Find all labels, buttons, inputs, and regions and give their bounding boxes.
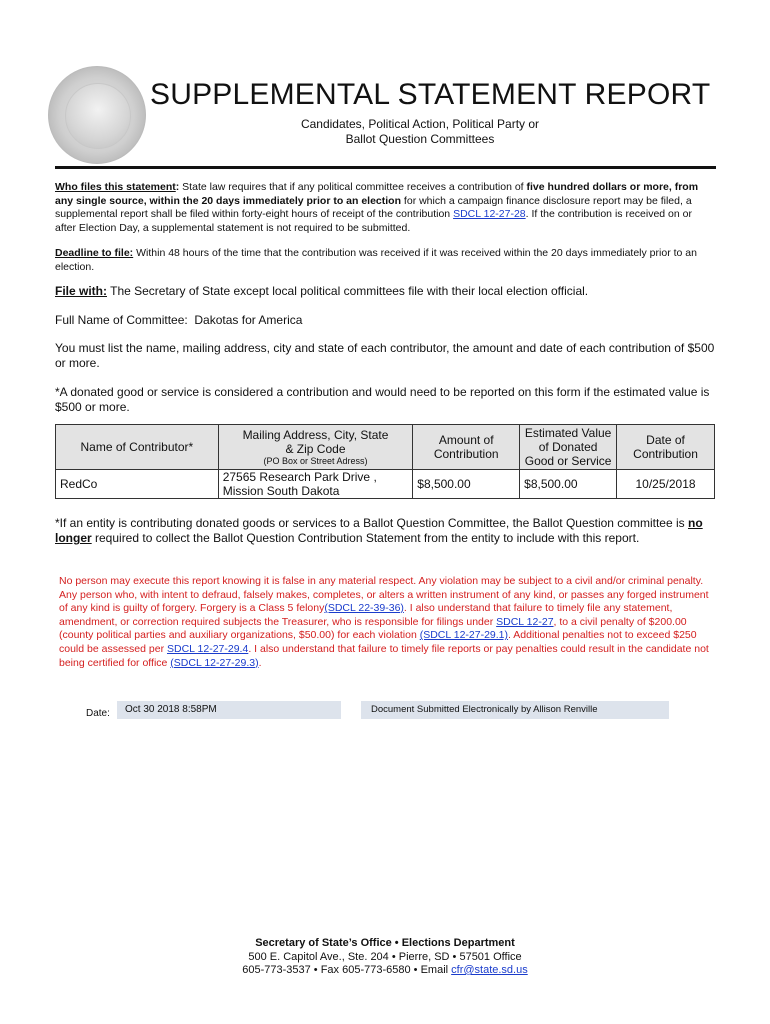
footer (200, 937, 570, 978)
sdcl-12-27-link[interactable]: SDCL 12-27 (496, 615, 554, 628)
penalty-text-2: . I also understand that failure to timely file any statement, amendment, or correction required subjects the Treasurer, who is responsible for filings under (59, 602, 673, 628)
who-files-colon: : (175, 181, 180, 193)
subtitle-line-1: Candidates, Political Action, Political Party or (300, 117, 540, 131)
page-title: SUPPLEMENTAL STATEMENT REPORT (150, 78, 711, 111)
committee-name-label: Full Name of Committee: (55, 313, 188, 327)
who-files-text-1: State law requires that if any political committee receives a contribution of (179, 181, 527, 193)
sdcl-12-27-29-4-link[interactable]: SDCL 12-27-29.4 (166, 642, 249, 655)
header-date-line-1: Date of (646, 433, 685, 447)
header-estimated-line-2: of Donated (538, 440, 598, 454)
sdcl-12-27-28-link[interactable]: SDCL 12-27-28 (453, 208, 526, 220)
header-estimated-line-3: Good or Service (524, 454, 612, 468)
file-with-text: The Secretary of State except local political committees file with their local election official. (107, 284, 589, 298)
title-divider (55, 166, 716, 169)
file-with-paragraph (55, 284, 715, 299)
header-amount (413, 425, 520, 470)
header-mailing-address (218, 425, 413, 470)
subtitle-line-2: Ballot Question Committees (345, 132, 495, 146)
sdcl-12-27-29-3-link[interactable]: (SDCL 12-27-29.3) (170, 656, 259, 669)
entity-note-emphasis: no longer (55, 516, 703, 545)
footer-contact (200, 964, 570, 978)
file-with-label: File with: (55, 284, 107, 298)
header-address-line-2: & Zip Code (285, 442, 346, 456)
footer-email-link[interactable]: cfr@state.sd.us (451, 964, 528, 976)
who-files-text-2: for which a campaign finance disclosure report may be filed, a supplemental report shall be filed within forty-eight hours of receipt of the contribution (55, 194, 692, 220)
committee-name-value: Dakotas for America (194, 313, 303, 327)
cell-amount: $8,500.00 (413, 470, 520, 499)
footer-phone: 605-773-3537 • Fax 605-773-6580 • Email (242, 964, 452, 976)
cell-address-line-2: Mission South Dakota (222, 484, 340, 498)
penalty-text-5: . I also understand that failure to timely file reports or pay penalties could result in the candidate not being certified for office (59, 642, 709, 669)
who-files-label: Who files this statement (55, 181, 176, 193)
donated-good-note: *A donated good or service is considered a contribution and would need to be reported on this form if the estimated value is $500 or more. (55, 385, 710, 414)
contributions-table (55, 424, 715, 499)
sdcl-12-27-29-1-link[interactable]: (SDCL 12-27-29.1) (419, 629, 509, 642)
table-row (56, 470, 715, 499)
committee-name-line (55, 313, 715, 328)
header-date (617, 425, 715, 470)
cell-contributor-name: RedCo (56, 470, 219, 499)
who-files-text-3: . If the contribution is received on or after Election Day, a supplemental statement is not required to be submitted. (55, 208, 692, 234)
header-date-line-2: Contribution (633, 447, 698, 461)
penalty-statement (59, 575, 709, 670)
header-amount-line-1: Amount of (438, 433, 494, 447)
entity-note-text-2: required to collect the Ballot Question Contribution Statement from the entity to include with this report. (91, 531, 640, 545)
who-files-bold: five hundred dollars or more, from any single source, within the 20 days immediately prior to an election (55, 181, 699, 207)
penalty-text-1: No person may execute this report knowing it is false in any material respect. Any violation may be subject to a civil and/or criminal penalty. Any person who, with intent to defraud, falsely makes, completes, or alters a written instrument of any kind, or passes any forged instrument of any kind is guilty of forgery. Forgery is a Class 5 felony (59, 575, 709, 615)
header-contributor-name: Name of Contributor* (56, 425, 219, 470)
penalty-text-4: . Additional penalties not to exceed $250 could be assessed per (59, 629, 697, 655)
date-label: Date: (86, 708, 110, 719)
header-estimated-line-1: Estimated Value (524, 426, 612, 440)
deadline-label: Deadline to file: (55, 247, 134, 259)
deadline-text: Within 48 hours of the time that the contribution was received if it was received within the 20 days immediately prior to an election. (55, 247, 697, 273)
header-address-line-1: Mailing Address, City, State (242, 428, 389, 442)
sdcl-22-39-36-link[interactable]: (SDCL 22-39-36) (324, 602, 404, 615)
cell-estimated-value: $8,500.00 (520, 470, 617, 499)
state-seal-icon (48, 66, 146, 164)
cell-mailing-address (218, 470, 413, 499)
penalty-text-3: , to a civil penalty of $200.00 (county political parties and auxiliary organizations, $50.00) for each violation (59, 615, 687, 642)
footer-address: 500 E. Capitol Ave., Ste. 204 • Pierre, SD • 57501 Office (248, 950, 522, 963)
table-header-row (56, 425, 715, 470)
header-address-note: (PO Box or Street Adress) (263, 456, 368, 466)
page-subtitle (240, 117, 600, 147)
deadline-paragraph (55, 247, 715, 274)
cell-date: 10/25/2018 (617, 470, 715, 499)
date-field[interactable]: Oct 30 2018 8:58PM (117, 701, 341, 719)
footer-office: Secretary of State’s Office • Elections Department (255, 937, 515, 949)
who-files-paragraph (55, 181, 715, 235)
header-estimated-value (520, 425, 617, 470)
entity-note-text-1: *If an entity is contributing donated goods or services to a Ballot Question Committee, the Ballot Question committee is (55, 516, 688, 530)
cell-address-line-1: 27565 Research Park Drive , (222, 470, 377, 484)
entity-note (55, 516, 715, 546)
header-amount-line-2: Contribution (433, 447, 499, 461)
penalty-text-6: . (258, 656, 262, 669)
submitted-by-field[interactable]: Document Submitted Electronically by Allison Renville (361, 701, 669, 719)
list-instructions: You must list the name, mailing address, city and state of each contributor, the amount and date of each contribution of $500 or more. (55, 341, 715, 370)
